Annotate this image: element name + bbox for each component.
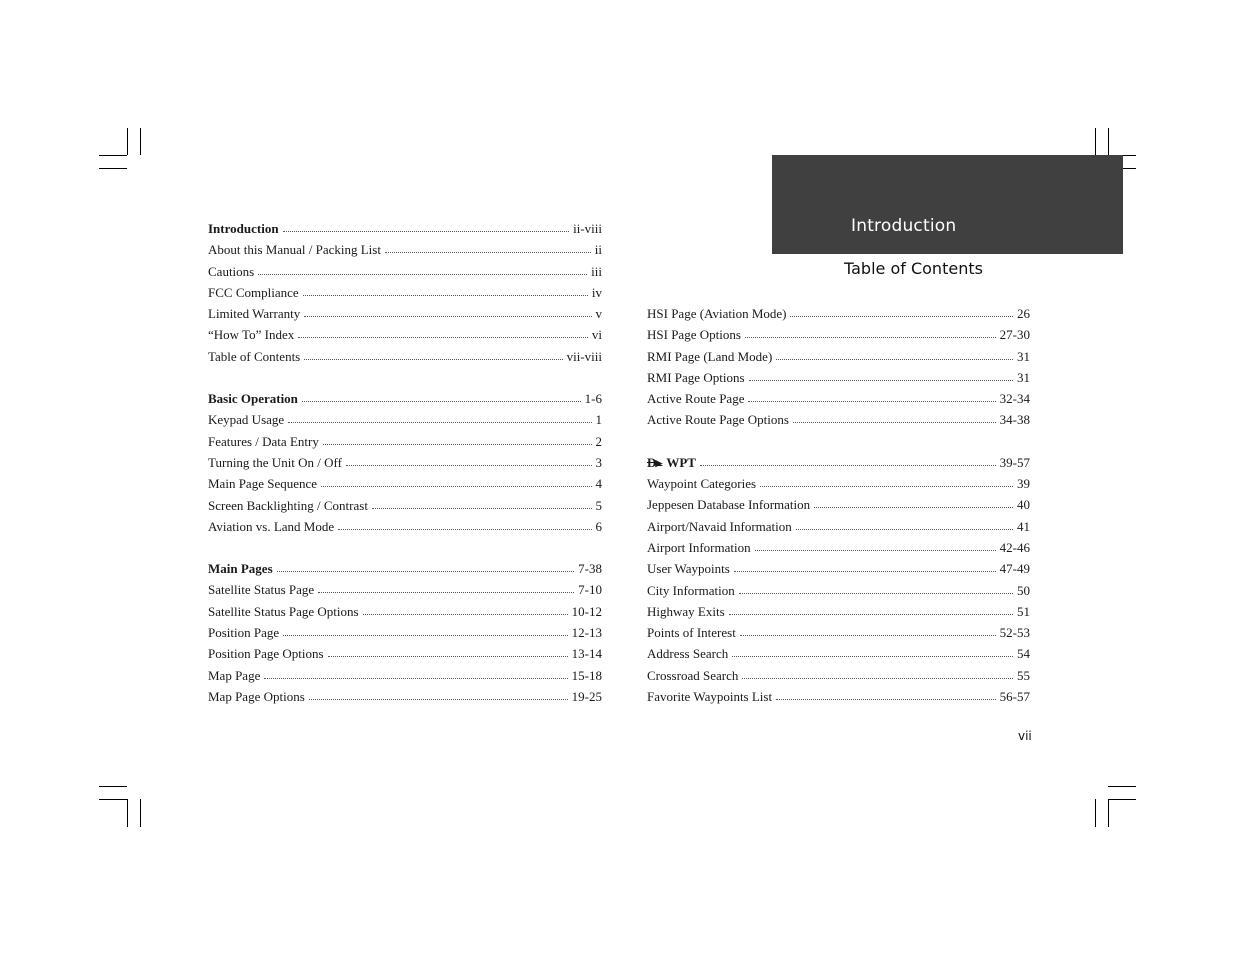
crop-mark (99, 799, 127, 800)
crop-mark (127, 799, 128, 827)
toc-entry[interactable]: Position Page 12-13 (208, 625, 602, 641)
toc-entry[interactable]: Main Page Sequence 4 (208, 476, 602, 492)
toc-heading[interactable]: Main Pages 7-38 (208, 561, 602, 577)
toc-entry[interactable]: Screen Backlighting / Contrast 5 (208, 497, 602, 513)
toc-entry[interactable]: Turning the Unit On / Off 3 (208, 454, 602, 470)
section-tab-title: Introduction (851, 216, 957, 236)
toc-section-main-pages (208, 561, 602, 710)
toc-entry[interactable]: User Waypoints 47-49 (647, 561, 1030, 577)
toc-entry[interactable]: Favorite Waypoints List 56-57 (647, 689, 1030, 705)
crop-mark (99, 155, 127, 156)
crop-mark (1108, 799, 1109, 827)
toc-entry[interactable]: Jeppesen Database Information 40 (647, 497, 1030, 513)
toc-entry[interactable]: City Information 50 (647, 582, 1030, 598)
toc-entry[interactable]: HSI Page Options 27-30 (647, 327, 1030, 343)
arrow-right-icon: ▶ (655, 457, 663, 468)
toc-entry[interactable]: RMI Page Options 31 (647, 369, 1030, 385)
toc-entry[interactable]: FCC Compliance iv (208, 284, 602, 300)
toc-entry[interactable]: About this Manual / Packing List ii (208, 242, 602, 258)
crop-mark (1108, 128, 1109, 155)
toc-entry[interactable]: Position Page Options 13-14 (208, 646, 602, 662)
crop-mark (1108, 799, 1136, 800)
toc-section-main-pages-continued (647, 306, 1030, 434)
toc-entry[interactable]: Crossroad Search 55 (647, 667, 1030, 683)
crop-mark (99, 168, 127, 169)
crop-mark (99, 786, 127, 787)
toc-entry[interactable]: Highway Exits 51 (647, 603, 1030, 619)
toc-entry[interactable]: Points of Interest 52-53 (647, 625, 1030, 641)
toc-entry[interactable]: Active Route Page 32-34 (647, 391, 1030, 407)
toc-entry[interactable]: Aviation vs. Land Mode 6 (208, 518, 602, 534)
crop-mark (1108, 786, 1136, 787)
crop-mark (127, 128, 128, 155)
toc-entry[interactable]: HSI Page (Aviation Mode) 26 (647, 306, 1030, 321)
crop-mark (1095, 128, 1096, 155)
goto-key-icon: D▶ (647, 454, 663, 470)
toc-left-column (208, 221, 602, 731)
section-tab (772, 155, 1123, 254)
toc-heading[interactable]: D▶ WPT 39-57 (647, 454, 1030, 470)
toc-section-basic-operation (208, 391, 602, 540)
toc-entry[interactable]: Keypad Usage 1 (208, 412, 602, 428)
toc-entry[interactable]: Features / Data Entry 2 (208, 433, 602, 449)
toc-entry[interactable]: Map Page Options 19-25 (208, 688, 602, 704)
page-number: vii (1018, 729, 1032, 743)
toc-entry[interactable]: Cautions iii (208, 263, 602, 279)
crop-mark (1095, 799, 1096, 827)
toc-section-introduction (208, 221, 602, 370)
toc-entry[interactable]: Satellite Status Page 7-10 (208, 582, 602, 598)
toc-entry[interactable]: Limited Warranty v (208, 306, 602, 322)
toc-entry[interactable]: Airport Information 42-46 (647, 539, 1030, 555)
crop-mark (140, 128, 141, 155)
toc-entry[interactable]: Table of Contents vii-viii (208, 348, 602, 364)
toc-right-column (647, 306, 1030, 731)
toc-entry[interactable]: Waypoint Categories 39 (647, 476, 1030, 492)
crop-mark (140, 799, 141, 827)
toc-entry[interactable]: Airport/Navaid Information 41 (647, 518, 1030, 534)
toc-entry[interactable]: “How To” Index vi (208, 327, 602, 343)
toc-entry[interactable]: Address Search 54 (647, 646, 1030, 662)
toc-section-goto-wpt (647, 455, 1030, 711)
toc-entry[interactable]: RMI Page (Land Mode) 31 (647, 348, 1030, 364)
toc-entry[interactable]: Active Route Page Options 34-38 (647, 412, 1030, 428)
toc-title: Table of Contents (844, 259, 983, 278)
toc-entry[interactable]: Satellite Status Page Options 10-12 (208, 603, 602, 619)
toc-entry[interactable]: Map Page 15-18 (208, 667, 602, 683)
toc-heading[interactable]: Introduction ii-viii (208, 221, 602, 236)
toc-heading[interactable]: Basic Operation 1-6 (208, 391, 602, 407)
